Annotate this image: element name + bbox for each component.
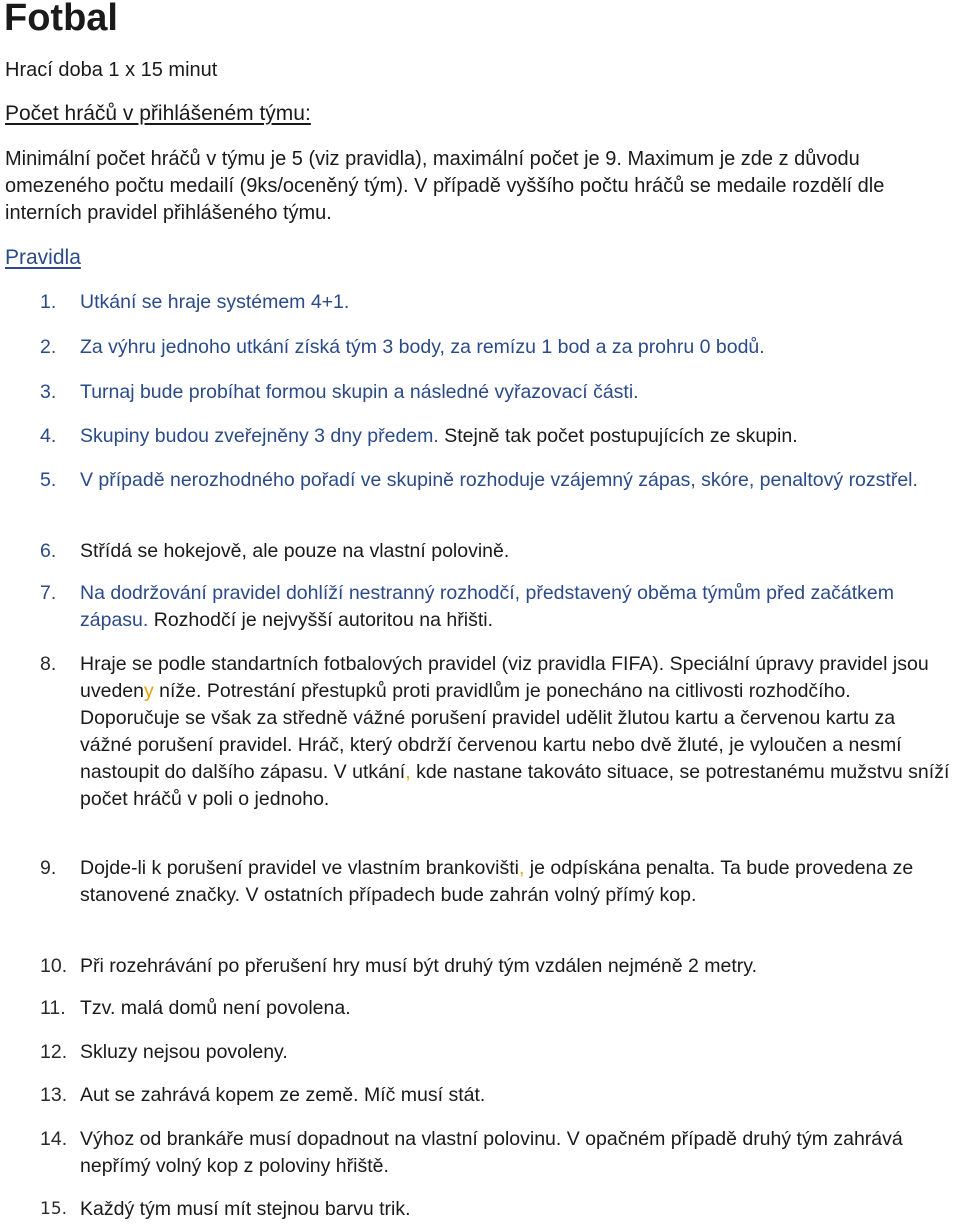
rule-text-highlight: y bbox=[143, 680, 154, 702]
players-paragraph: Minimální počet hráčů v týmu je 5 (viz pravidla), maximální počet je 9. Maximum je zde z důvodu omezeného počtu medailí (9ks/oceněný tým). V případě vyššího počtu hráčů se medaile rozdělí dle interních pravidel přihlášeného týmu. bbox=[5, 148, 885, 224]
rules-heading: Pravidla bbox=[5, 246, 81, 269]
rule-text bbox=[80, 580, 950, 634]
rule-text-part: Dojde-li k porušení pravidel ve vlastním brankovišti bbox=[80, 857, 519, 879]
players-heading: Počet hráčů v přihlášeném týmu: bbox=[5, 102, 311, 125]
rule-text-part: kde nastane takováto situace, se potrestanému mužstvu sníží počet hráčů v poli o jednoho. bbox=[80, 761, 950, 810]
rule-text: Utkání se hraje systémem 4+1. bbox=[80, 291, 350, 313]
rule-text-part: Rozhodčí je nejvyšší autoritou na hřišti. bbox=[148, 609, 493, 631]
rule-text: Výhoz od brankáře musí dopadnout na vlastní polovinu. V opačném případě druhý tým zahrává nepřímý volný kop z poloviny hřiště. bbox=[80, 1128, 903, 1177]
rule-number: 12. bbox=[40, 1041, 68, 1063]
rule-text bbox=[80, 423, 950, 450]
rule-text bbox=[80, 651, 950, 813]
rule-text: Tzv. malá domů není povolena. bbox=[80, 997, 351, 1019]
page-title: Fotbal bbox=[4, 0, 118, 39]
rule-number: 9. bbox=[40, 857, 57, 879]
rule-number: 4. bbox=[40, 425, 57, 447]
rule-number: 6. bbox=[40, 540, 57, 562]
rule-text-highlight: , bbox=[518, 857, 525, 879]
rule-number: 5. bbox=[40, 469, 57, 491]
rule-text-part: níže. Potrestání přestupků proti pravidlům je ponecháno na citlivosti rozhodčího. Doporučuje se však za středně vážné porušení pravidel udělit žlutou kartu a červenou kartu za vážné porušení pravidel. Hráč, který obdrží červenou kartu nebo dvě žluté, je vyloučen a nesmí nastoupit do dalšího zápasu. V utkání bbox=[80, 680, 902, 783]
rule-number: 14. bbox=[40, 1128, 68, 1150]
rule-number: 7. bbox=[40, 582, 57, 604]
rule-text-part: je odpískána penalta. Ta bude provedena ze stanovené značky. V ostatních případech bude zahrán volný přímý kop. bbox=[80, 857, 914, 906]
rule-number: 10. bbox=[40, 955, 68, 977]
rule-number: 11. bbox=[40, 997, 66, 1019]
rule-text-part: Na dodržování pravidel dohlíží nestranný rozhodčí, představený oběma týmům před začátkem zápasu. bbox=[80, 582, 895, 631]
rule-number: 2. bbox=[40, 336, 57, 358]
rule-text-highlight: , bbox=[405, 761, 411, 783]
rule-text: Turnaj bude probíhat formou skupin a následné vyřazovací části. bbox=[80, 381, 639, 403]
rule-text: V případě nerozhodného pořadí ve skupině rozhoduje vzájemný zápas, skóre, penaltový rozstřel. bbox=[80, 469, 918, 491]
rule-text-part: Skupiny budou zveřejněny 3 dny předem. bbox=[80, 425, 439, 447]
rule-text: Aut se zahrává kopem ze země. Míč musí stát. bbox=[80, 1084, 486, 1106]
rule-number: 15. bbox=[40, 1199, 68, 1219]
rule-text: Střídá se hokejově, ale pouze na vlastní polovině. bbox=[80, 540, 510, 562]
rule-text: Při rozehrávání po přerušení hry musí být druhý tým vzdálen nejméně 2 metry. bbox=[80, 955, 758, 977]
rule-number: 8. bbox=[40, 653, 57, 675]
rule-text-part: Hraje se podle standartních fotbalových pravidel (viz pravidla FIFA). Speciální úpravy pravidel jsou uveden bbox=[80, 653, 929, 702]
rule-text: Skluzy nejsou povoleny. bbox=[80, 1041, 288, 1063]
rule-text bbox=[80, 855, 950, 909]
rule-text: Za výhru jednoho utkání získá tým 3 body, za remízu 1 bod a za prohru 0 bodů. bbox=[80, 336, 765, 358]
rule-text: Každý tým musí mít stejnou barvu trik. bbox=[80, 1198, 411, 1220]
rule-number: 13. bbox=[40, 1084, 68, 1106]
rule-number: 3. bbox=[40, 381, 57, 403]
duration-text: Hrací doba 1 x 15 minut bbox=[5, 59, 218, 81]
rule-text-part: Stejně tak počet postupujících ze skupin. bbox=[438, 425, 798, 447]
rule-number: 1. bbox=[40, 291, 57, 313]
